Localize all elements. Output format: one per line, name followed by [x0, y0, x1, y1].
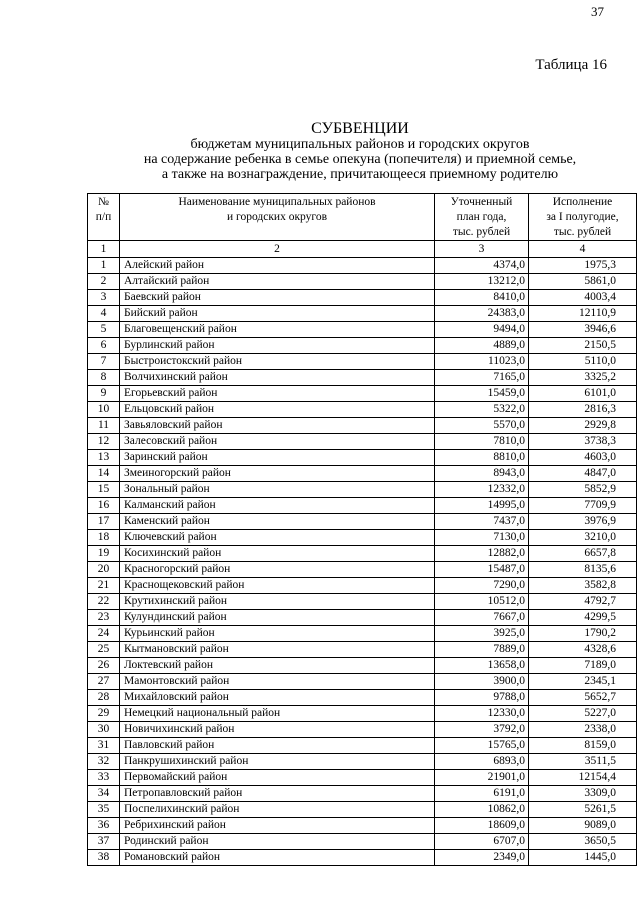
district-name: Мамонтовский район	[120, 674, 435, 690]
row-index: 5	[88, 322, 120, 338]
table-label: Таблица 16	[535, 57, 607, 73]
header-execution	[529, 194, 637, 241]
row-index: 25	[88, 642, 120, 658]
execution-value: 4792,7	[529, 594, 637, 610]
table-row	[88, 402, 637, 418]
table-row	[88, 674, 637, 690]
district-name: Залесовский район	[120, 434, 435, 450]
district-name: Быстроистокский район	[120, 354, 435, 370]
plan-value: 8810,0	[435, 450, 529, 466]
execution-value: 3738,3	[529, 434, 637, 450]
execution-value: 2150,5	[529, 338, 637, 354]
table-row	[88, 338, 637, 354]
table-row	[88, 306, 637, 322]
row-index: 10	[88, 402, 120, 418]
district-name: Зональный район	[120, 482, 435, 498]
plan-value: 8410,0	[435, 290, 529, 306]
row-index: 30	[88, 722, 120, 738]
plan-value: 6191,0	[435, 786, 529, 802]
title-line-1: бюджетам муниципальных районов и городских округов	[190, 137, 530, 152]
district-name: Ключевский район	[120, 530, 435, 546]
header-index-spacer	[91, 225, 116, 240]
table-row	[88, 562, 637, 578]
row-index: 8	[88, 370, 120, 386]
title-line-3: а также на вознаграждение, причитающееся приемному родителю	[161, 167, 559, 182]
row-index: 15	[88, 482, 120, 498]
plan-value: 13658,0	[435, 658, 529, 674]
row-index: 20	[88, 562, 120, 578]
header-name	[120, 194, 435, 241]
table-row	[88, 450, 637, 466]
district-name: Волчихинский район	[120, 370, 435, 386]
row-index: 21	[88, 578, 120, 594]
execution-value: 5110,0	[529, 354, 637, 370]
district-name: Павловский район	[120, 738, 435, 754]
district-name: Змеиногорский район	[120, 466, 435, 482]
title-line-2: на содержание ребенка в семье опекуна (попечителя) и приемной семье,	[143, 152, 577, 167]
table-row	[88, 658, 637, 674]
header-index-line2: п/п	[95, 211, 112, 223]
execution-value: 3309,0	[529, 786, 637, 802]
plan-value: 7165,0	[435, 370, 529, 386]
district-name: Петропавловский район	[120, 786, 435, 802]
execution-value: 3650,5	[529, 834, 637, 850]
row-index: 11	[88, 418, 120, 434]
execution-value: 1790,2	[529, 626, 637, 642]
execution-value: 2816,3	[529, 402, 637, 418]
row-index: 17	[88, 514, 120, 530]
district-name: Кытмановский район	[120, 642, 435, 658]
row-index: 16	[88, 498, 120, 514]
plan-value: 3900,0	[435, 674, 529, 690]
plan-value: 7437,0	[435, 514, 529, 530]
row-index: 24	[88, 626, 120, 642]
row-index: 28	[88, 690, 120, 706]
row-index: 32	[88, 754, 120, 770]
plan-value: 7290,0	[435, 578, 529, 594]
page-number: 37	[591, 4, 604, 19]
row-index: 23	[88, 610, 120, 626]
plan-value: 3925,0	[435, 626, 529, 642]
row-index: 31	[88, 738, 120, 754]
row-index: 13	[88, 450, 120, 466]
district-name: Благовещенский район	[120, 322, 435, 338]
row-index: 19	[88, 546, 120, 562]
row-index: 36	[88, 818, 120, 834]
table-row	[88, 546, 637, 562]
header-execution-line3: тыс. рублей	[553, 226, 612, 238]
plan-value: 5322,0	[435, 402, 529, 418]
row-index: 2	[88, 274, 120, 290]
plan-value: 7667,0	[435, 610, 529, 626]
district-name: Крутихинский район	[120, 594, 435, 610]
plan-value: 5570,0	[435, 418, 529, 434]
district-name: Бурлинский район	[120, 338, 435, 354]
table-row	[88, 850, 637, 866]
row-index: 29	[88, 706, 120, 722]
row-index: 33	[88, 770, 120, 786]
execution-value: 6657,8	[529, 546, 637, 562]
plan-value: 13212,0	[435, 274, 529, 290]
header-name-spacer	[123, 225, 431, 240]
execution-value: 8135,6	[529, 562, 637, 578]
table-body	[88, 258, 637, 866]
document-title	[40, 120, 640, 182]
row-index: 38	[88, 850, 120, 866]
execution-value: 4328,6	[529, 642, 637, 658]
district-name: Кулундинский район	[120, 610, 435, 626]
table-row	[88, 482, 637, 498]
execution-value: 1975,3	[529, 258, 637, 274]
row-index: 35	[88, 802, 120, 818]
table-row	[88, 274, 637, 290]
plan-value: 24383,0	[435, 306, 529, 322]
table-row	[88, 626, 637, 642]
plan-value: 2349,0	[435, 850, 529, 866]
district-name: Поспелихинский район	[120, 802, 435, 818]
execution-value: 5227,0	[529, 706, 637, 722]
plan-value: 12882,0	[435, 546, 529, 562]
execution-value: 4847,0	[529, 466, 637, 482]
execution-value: 2345,1	[529, 674, 637, 690]
header-name-line2: и городских округов	[227, 211, 327, 223]
header-execution-line1: Исполнение	[552, 196, 613, 208]
row-index: 22	[88, 594, 120, 610]
plan-value: 12330,0	[435, 706, 529, 722]
district-name: Алтайский район	[120, 274, 435, 290]
table-row	[88, 466, 637, 482]
table-row	[88, 722, 637, 738]
district-name: Егорьевский район	[120, 386, 435, 402]
row-index: 1	[88, 258, 120, 274]
district-name: Алейский район	[120, 258, 435, 274]
district-name: Локтевский район	[120, 658, 435, 674]
plan-value: 15459,0	[435, 386, 529, 402]
execution-value: 2338,0	[529, 722, 637, 738]
district-name: Курьинский район	[120, 626, 435, 642]
execution-value: 3946,6	[529, 322, 637, 338]
table-row	[88, 594, 637, 610]
district-name: Каменский район	[120, 514, 435, 530]
plan-value: 21901,0	[435, 770, 529, 786]
table-row	[88, 530, 637, 546]
execution-value: 3511,5	[529, 754, 637, 770]
plan-value: 11023,0	[435, 354, 529, 370]
district-name: Баевский район	[120, 290, 435, 306]
plan-value: 7130,0	[435, 530, 529, 546]
district-name: Новичихинский район	[120, 722, 435, 738]
plan-value: 4889,0	[435, 338, 529, 354]
plan-value: 10512,0	[435, 594, 529, 610]
execution-value: 5652,7	[529, 690, 637, 706]
plan-value: 4374,0	[435, 258, 529, 274]
table-row	[88, 322, 637, 338]
subventions-table	[87, 193, 637, 866]
column-number: 3	[435, 241, 529, 258]
execution-value: 3210,0	[529, 530, 637, 546]
execution-value: 5852,9	[529, 482, 637, 498]
district-name: Бийский район	[120, 306, 435, 322]
execution-value: 12110,9	[529, 306, 637, 322]
plan-value: 8943,0	[435, 466, 529, 482]
column-number: 2	[120, 241, 435, 258]
district-name: Ельцовский район	[120, 402, 435, 418]
execution-value: 5261,5	[529, 802, 637, 818]
plan-value: 7889,0	[435, 642, 529, 658]
execution-value: 5861,0	[529, 274, 637, 290]
table-row	[88, 834, 637, 850]
row-index: 9	[88, 386, 120, 402]
table-row	[88, 354, 637, 370]
plan-value: 3792,0	[435, 722, 529, 738]
row-index: 14	[88, 466, 120, 482]
table-row	[88, 770, 637, 786]
execution-value: 4299,5	[529, 610, 637, 626]
execution-value: 6101,0	[529, 386, 637, 402]
row-index: 37	[88, 834, 120, 850]
plan-value: 9788,0	[435, 690, 529, 706]
execution-value: 9089,0	[529, 818, 637, 834]
header-index	[88, 194, 120, 241]
district-name: Заринский район	[120, 450, 435, 466]
row-index: 27	[88, 674, 120, 690]
table-row	[88, 370, 637, 386]
plan-value: 9494,0	[435, 322, 529, 338]
table-row	[88, 290, 637, 306]
table-row	[88, 610, 637, 626]
plan-value: 12332,0	[435, 482, 529, 498]
district-name: Красногорский район	[120, 562, 435, 578]
row-index: 4	[88, 306, 120, 322]
district-name: Панкрушихинский район	[120, 754, 435, 770]
row-index: 34	[88, 786, 120, 802]
execution-value: 4003,4	[529, 290, 637, 306]
header-plan-line2: план года,	[456, 211, 507, 223]
plan-value: 6707,0	[435, 834, 529, 850]
table-row	[88, 386, 637, 402]
table-row	[88, 818, 637, 834]
plan-value: 14995,0	[435, 498, 529, 514]
district-name: Ребрихинский район	[120, 818, 435, 834]
table-row	[88, 754, 637, 770]
header-plan-line1: Уточненный	[450, 196, 513, 208]
header-index-line1: №	[98, 196, 109, 208]
district-name: Краснощековский район	[120, 578, 435, 594]
table-row	[88, 706, 637, 722]
district-name: Немецкий национальный район	[120, 706, 435, 722]
table-row	[88, 578, 637, 594]
execution-value: 3325,2	[529, 370, 637, 386]
execution-value: 8159,0	[529, 738, 637, 754]
execution-value: 1445,0	[529, 850, 637, 866]
table-row	[88, 738, 637, 754]
table-row	[88, 802, 637, 818]
plan-value: 15487,0	[435, 562, 529, 578]
district-name: Романовский район	[120, 850, 435, 866]
table-row	[88, 498, 637, 514]
plan-value: 6893,0	[435, 754, 529, 770]
column-number: 4	[529, 241, 637, 258]
column-number: 1	[88, 241, 120, 258]
row-index: 3	[88, 290, 120, 306]
row-index: 7	[88, 354, 120, 370]
execution-value: 3976,9	[529, 514, 637, 530]
district-name: Михайловский район	[120, 690, 435, 706]
district-name: Косихинский район	[120, 546, 435, 562]
table-row	[88, 786, 637, 802]
execution-value: 4603,0	[529, 450, 637, 466]
table-row	[88, 690, 637, 706]
plan-value: 15765,0	[435, 738, 529, 754]
header-execution-line2: за I полугодие,	[546, 211, 619, 223]
header-plan	[435, 194, 529, 241]
table-header-row	[88, 194, 637, 241]
table-row	[88, 514, 637, 530]
plan-value: 10862,0	[435, 802, 529, 818]
table-row	[88, 434, 637, 450]
plan-value: 18609,0	[435, 818, 529, 834]
header-name-line1: Наименование муниципальных районов	[178, 196, 376, 208]
execution-value: 12154,4	[529, 770, 637, 786]
header-plan-line3: тыс. рублей	[452, 226, 511, 238]
table-row	[88, 642, 637, 658]
execution-value: 3582,8	[529, 578, 637, 594]
execution-value: 7709,9	[529, 498, 637, 514]
row-index: 26	[88, 658, 120, 674]
row-index: 6	[88, 338, 120, 354]
row-index: 12	[88, 434, 120, 450]
table-row	[88, 418, 637, 434]
district-name: Завьяловский район	[120, 418, 435, 434]
plan-value: 7810,0	[435, 434, 529, 450]
title-main: СУБВЕНЦИИ	[311, 120, 409, 137]
district-name: Родинский район	[120, 834, 435, 850]
district-name: Первомайский район	[120, 770, 435, 786]
column-number-row	[88, 241, 637, 258]
row-index: 18	[88, 530, 120, 546]
table-row	[88, 258, 637, 274]
execution-value: 7189,0	[529, 658, 637, 674]
execution-value: 2929,8	[529, 418, 637, 434]
district-name: Калманский район	[120, 498, 435, 514]
